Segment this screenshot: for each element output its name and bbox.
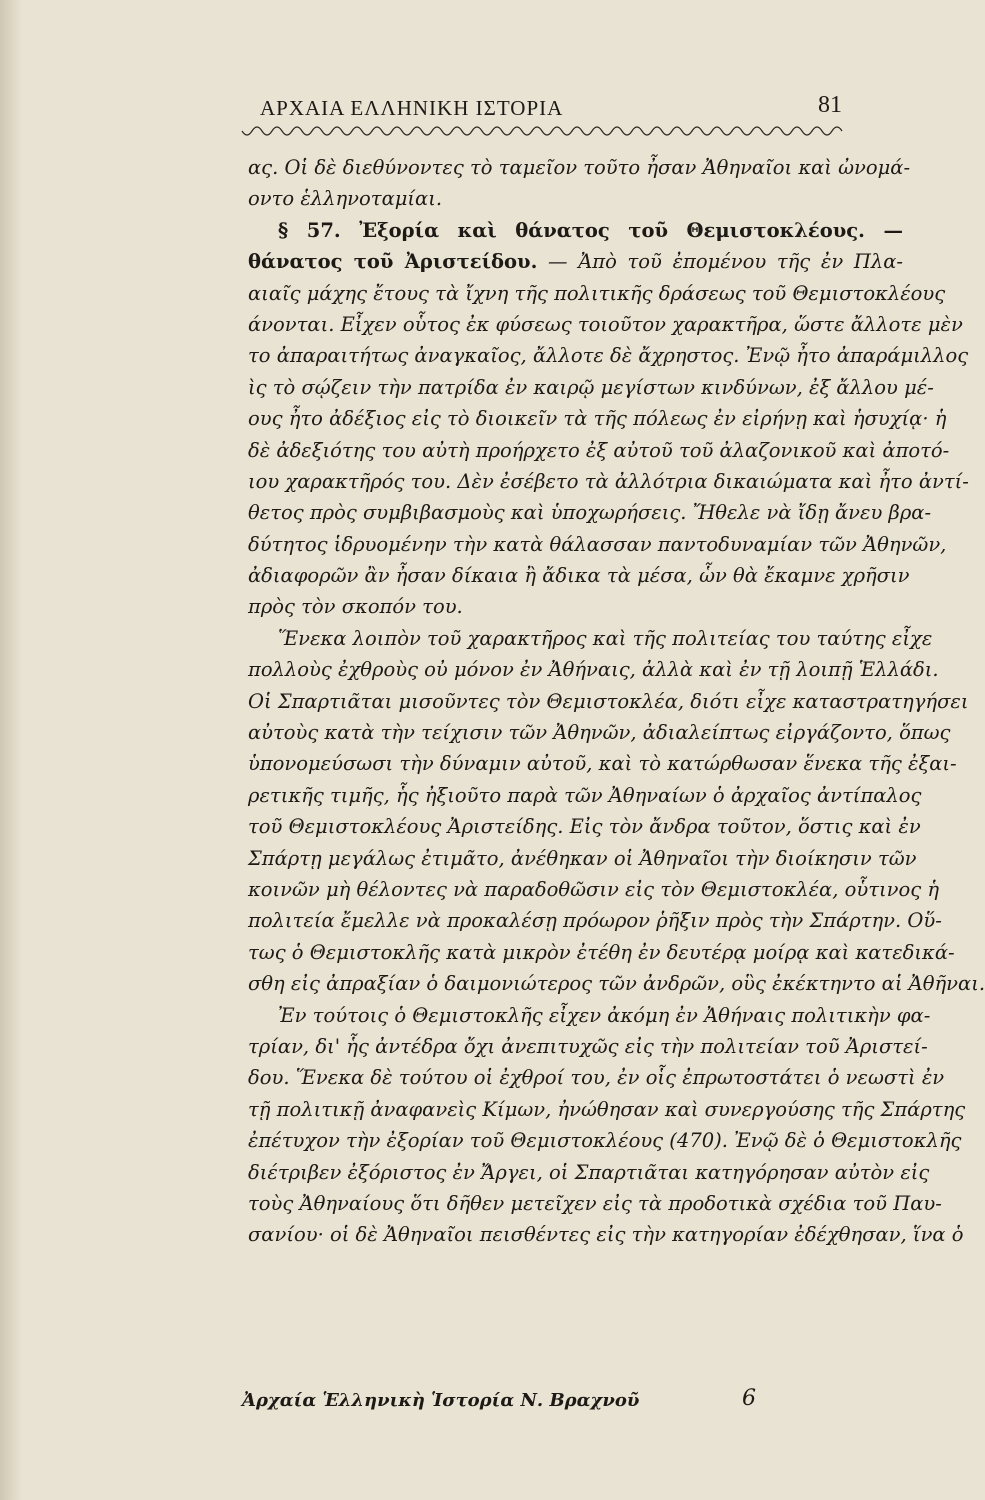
section-heading	[248, 215, 903, 246]
text-line: οντο ἑλληνοταμίαι.	[248, 187, 443, 211]
text-line: ιου χαρακτῆρός του. Δὲν ἐσέβετο τὰ ἀλλότρια δικαιώματα καὶ ἦτο ἀντί-	[248, 469, 969, 493]
page-number: 81	[818, 92, 842, 118]
page-header	[242, 92, 842, 126]
wavy-rule-ornament	[242, 127, 842, 141]
text-line: Ἕνεκα λοιπὸν τοῦ χαρακτῆρος καὶ τῆς πολιτείας του ταύτης εἶχε	[278, 626, 933, 650]
section-heading-continuation: θάνατος τοῦ Ἀριστείδου.	[248, 250, 538, 274]
binding-gutter	[0, 0, 22, 1500]
text-line: διέτριβεν ἐξόριστος ἐν Ἄργει, οἱ Σπαρτιᾶται κατηγόρησαν αὐτὸν εἰς	[248, 1160, 930, 1184]
text-line: τοὺς Ἀθηναίους ὅτι δῆθεν μετεῖχεν εἰς τὰ προδοτικὰ σχέδια τοῦ Παυ-	[248, 1191, 942, 1215]
text-line: τοῦ Θεμιστοκλέους Ἀριστείδης. Εἰς τὸν ἄνδρα τοῦτον, ὅστις καὶ ἐν	[248, 815, 921, 839]
text-line: ἀδιαφορῶν ἂν ἦσαν δίκαια ἢ ἄδικα τὰ μέσα, ὧν θὰ ἔκαμνε χρῆσιν	[248, 564, 910, 588]
body-text	[248, 152, 985, 1251]
text-line: Σπάρτῃ μεγάλως ἐτιμᾶτο, ἀνέθηκαν οἱ Ἀθηναῖοι τὴν διοίκησιν τῶν	[248, 846, 917, 870]
text-line: Οἱ Σπαρτιᾶται μισοῦντες τὸν Θεμιστοκλέα, διότι εἶχε καταστρατηγήσει	[248, 689, 969, 713]
text-span: — Ἀπὸ τοῦ ἐπομένου τῆς ἐν Πλα-	[548, 250, 903, 274]
text-line: πολλοὺς ἐχθροὺς οὐ μόνον ἐν Ἀθήναις, ἀλλὰ καὶ ἐν τῇ λοιπῇ Ἑλλάδι.	[248, 658, 939, 682]
text-line: δύτητος ἱδρυομένην τὴν κατὰ θάλασσαν παντοδυναμίαν τῶν Ἀθηνῶν,	[248, 532, 947, 556]
text-line: τρίαν, δι' ἧς ἀντέδρα ὄχι ἀνεπιτυχῶς εἰς τὴν πολιτείαν τοῦ Ἀριστεί-	[248, 1034, 928, 1058]
text-line: σανίου· οἱ δὲ Ἀθηναῖοι πεισθέντες εἰς τὴν κατηγορίαν ἐδέχθησαν, ἵνα ὁ	[248, 1223, 964, 1247]
text-line: πολιτεία ἔμελλε νὰ προκαλέσῃ πρόωρον ῥῆξιν πρὸς τὴν Σπάρτην. Οὕ-	[248, 909, 942, 933]
text-line: τῇ πολιτικῇ ἀναφανεὶς Κίμων, ἠνώθησαν καὶ συνεργούσης τῆς Σπάρτης	[248, 1097, 966, 1121]
text-line: σθη εἰς ἀπραξίαν ὁ δαιμονιώτερος τῶν ἀνδρῶν, οὓς ἐκέκτηντο αἱ Ἀθῆναι.	[248, 972, 985, 996]
book-title-footer: Ἀρχαία Ἑλληνικὴ Ἱστορία Ν. Βραχνοῦ	[242, 1390, 640, 1411]
text-line: ρετικῆς τιμῆς, ἧς ἠξιοῦτο παρὰ τῶν Ἀθηναίων ὁ ἀρχαῖος ἀντίπαλος	[248, 783, 922, 807]
text-line: άνονται. Εἶχεν οὗτος ἐκ φύσεως τοιοῦτον χαρακτῆρα, ὥστε ἄλλοτε μὲν	[248, 312, 963, 336]
text-line: αιαῖς μάχης ἔτους τὰ ἴχνη τῆς πολιτικῆς δράσεως τοῦ Θεμιστοκλέους	[248, 281, 946, 305]
text-line: δὲ ἀδεξιότης του αὐτὴ προήρχετο ἐξ αὐτοῦ τοῦ ἀλαζονικοῦ καὶ ἀποτό-	[248, 438, 950, 462]
text-line: θετος πρὸς συμβιβασμοὺς καὶ ὑποχωρήσεις. Ἤθελε νὰ ἴδῃ ἄνευ βρα-	[248, 501, 932, 525]
book-page	[242, 0, 985, 1500]
section-heading-text: § 57. Ἐξορία καὶ θάνατος τοῦ Θεμιστοκλέους. —	[278, 218, 903, 242]
page-footer	[242, 1386, 842, 1420]
text-line: τως ὁ Θεμιστοκλῆς κατὰ μικρὸν ἐτέθη ἐν δευτέρᾳ μοίρᾳ καὶ κατεδικά-	[248, 940, 955, 964]
text-line: ὑπονομεύσωσι τὴν δύναμιν αὐτοῦ, καὶ τὸ κατώρθωσαν ἕνεκα τῆς ἐξαι-	[248, 752, 957, 776]
signature-mark: 6	[742, 1386, 756, 1411]
text-line: Ἐν τούτοις ὁ Θεμιστοκλῆς εἶχεν ἀκόμη ἐν Ἀθήναις πολιτικὴν φα-	[278, 1003, 931, 1027]
text-line: αὐτοὺς κατὰ τὴν τείχισιν τῶν Ἀθηνῶν, ἀδιαλείπτως εἰργάζοντο, ὅπως	[248, 721, 951, 745]
text-line: ὶς τὸ σῴζειν τὴν πατρίδα ἐν καιρῷ μεγίστων κινδύνων, ἐξ ἄλλου μέ-	[248, 375, 934, 399]
text-line: ἐπέτυχον τὴν ἐξορίαν τοῦ Θεμιστοκλέους (470). Ἐνῷ δὲ ὁ Θεμιστοκλῆς	[248, 1129, 962, 1153]
running-title: ΑΡΧΑΙΑ ΕΛΛΗΝΙΚΗ ΙΣΤΟΡΙΑ	[260, 96, 564, 120]
text-line: ους ἦτο ἀδέξιος εἰς τὸ διοικεῖν τὰ τῆς πόλεως ἐν εἰρήνῃ καὶ ἡσυχίᾳ· ἡ	[248, 407, 947, 431]
text-line	[248, 246, 903, 277]
text-line: το ἀπαραιτήτως ἀναγκαῖος, ἄλλοτε δὲ ἄχρηστος. Ἐνῷ ἦτο ἀπαράμιλλος	[248, 344, 969, 368]
text-line: κοινῶν μὴ θέλοντες νὰ παραδοθῶσιν εἰς τὸν Θεμιστοκλέα, οὗτινος ἡ	[248, 877, 940, 901]
text-line: δου. Ἕνεκα δὲ τούτου οἱ ἐχθροί του, ἐν οἷς ἐπρωτοστάτει ὁ νεωστὶ ἐν	[248, 1066, 945, 1090]
text-line: πρὸς τὸν σκοπόν του.	[248, 595, 463, 619]
text-line: ας. Οἱ δὲ διεθύνοντες τὸ ταμεῖον τοῦτο ἦσαν Ἀθηναῖοι καὶ ὠνομά-	[248, 156, 911, 179]
